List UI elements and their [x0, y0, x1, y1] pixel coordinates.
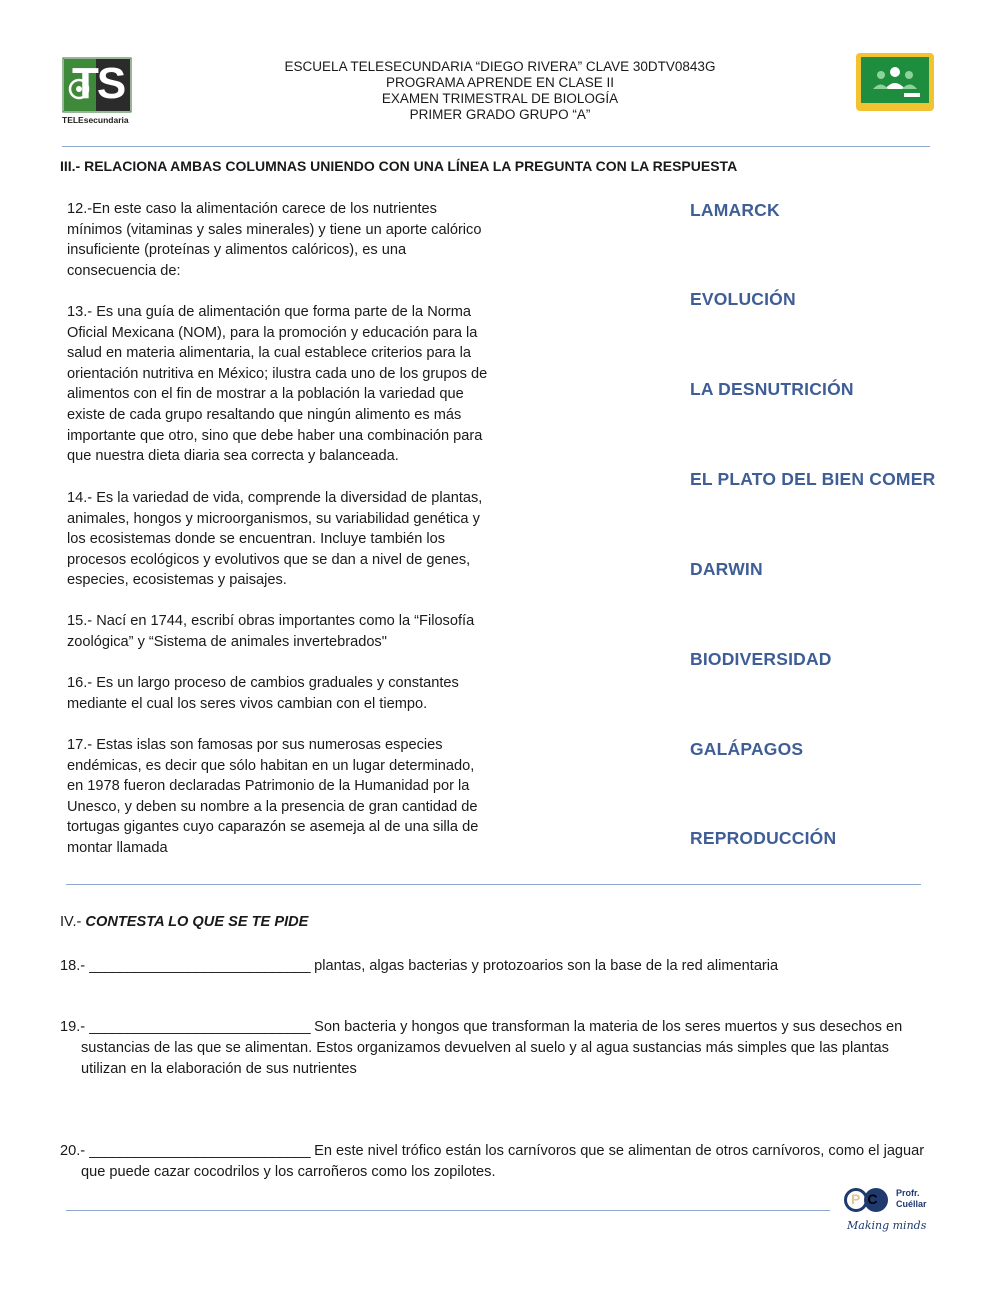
question-19-text: Son bacteria y hongos que transforman la materia de los seres muertos y sus desechos en	[310, 1019, 903, 1035]
profr-cuellar-logo	[844, 1188, 944, 1238]
classroom-logo	[856, 53, 934, 111]
footer-divider	[66, 1210, 830, 1211]
brand-line1: Profr.	[896, 1188, 920, 1198]
answer-desnutricion: LA DESNUTRICIÓN	[690, 379, 854, 399]
question-18-text: plantas, algas bacterias y protozoarios son la base de la red alimentaria	[310, 958, 779, 974]
question-19-continuation: sustancias de las que se alimentan. Estos organizamos devuelven al suelo y al agua sustancias más simples que las plantas utilizan en la elaboración de sus nutrientes	[81, 1040, 889, 1077]
answer-blank-18[interactable]: _____________________________	[89, 958, 311, 974]
question-13: 13.- Es una guía de alimentación que forma parte de la Norma Oficial Mexicana (NOM), para la promoción y educación para la salud en materia alimentaria, la cual establece criterios para la orientación nutritiva en México; ilustra cada uno de los grupos de alimentos con el fin de mostrar a la población la variedad que existe de cada grupo resaltando que ningún alimento es más importante que otro, sino que debe haber una combinación para que nuestra dieta diaria sea correcta y balanceada.	[67, 304, 488, 465]
brand-initials: PC	[851, 1191, 885, 1207]
question-18	[60, 956, 960, 977]
brand-tagline: Making minds	[847, 1219, 927, 1232]
brand-line2: Cuéllar	[896, 1199, 927, 1209]
question-17: 17.- Estas islas son famosas por sus numerosas especies endémicas, es decir que sólo habitan en un lugar determinado, en 1978 fueron declaradas Patrimonio de la Humanidad por la Unesco, y deben su nombre a la presencia de gran cantidad de tortugas gigantes cuyo caparazón se asemeja al de una silla de montar llamada	[67, 737, 479, 856]
answer-evolucion: EVOLUCIÓN	[690, 289, 796, 309]
classroom-icon	[856, 53, 934, 111]
answer-reproduccion: REPRODUCCIÓN	[690, 828, 837, 848]
answer-blank-20[interactable]: _____________________________	[89, 1143, 311, 1159]
question-20-continuation: que puede cazar cocodrilos y los carroñeros como los zopilotes.	[81, 1164, 496, 1180]
logo-letters: TS	[72, 59, 125, 108]
exam-title: EXAMEN TRIMESTRAL DE BIOLOGÍA	[381, 91, 619, 106]
answer-plato-bien-comer: EL PLATO DEL BIEN COMER	[690, 469, 936, 489]
question-18-number: 18.-	[60, 958, 90, 974]
telesecundaria-logo	[62, 57, 132, 127]
question-20-text: En este nivel trófico están los carnívoros que se alimentan de otros carnívoros, como el jaguar	[310, 1143, 925, 1159]
answer-blank-19[interactable]: _____________________________	[89, 1019, 311, 1035]
header-divider	[62, 146, 930, 147]
grade-group: PRIMER GRADO GRUPO “A”	[409, 107, 591, 122]
section-divider	[66, 884, 921, 885]
section-4-title	[60, 914, 308, 930]
question-15: 15.- Nací en 1744, escribí obras importantes como la “Filosofía zoológica” y “Sistema de animales invertebrados"	[67, 613, 475, 650]
question-12: 12.-En este caso la alimentación carece de los nutrientes mínimos (vitaminas y sales minerales) y tiene un aporte calórico insuficiente (proteínas y alimentos calóricos), es una consecuencia de:	[67, 201, 482, 279]
section-4-prefix: IV.-	[60, 914, 86, 930]
question-19	[60, 1017, 960, 1038]
section-4-heading: CONTESTA LO QUE SE TE PIDE	[85, 914, 309, 930]
question-19-number: 19.-	[60, 1019, 90, 1035]
answer-biodiversidad: BIODIVERSIDAD	[690, 649, 832, 669]
question-20-number: 20.-	[60, 1143, 90, 1159]
answer-darwin: DARWIN	[690, 559, 763, 579]
answer-lamarck: LAMARCK	[690, 200, 780, 220]
question-14: 14.- Es la variedad de vida, comprende la diversidad de plantas, animales, hongos y microorganismos, su variabilidad genética y los ecosistemas donde se encuentran. Incluye también los procesos ecológicos y evolutivos que se dan a nivel de genes, especies, ecosistemas y paisajes.	[67, 490, 483, 589]
question-20	[60, 1141, 960, 1162]
section-3-title: III.- RELACIONA AMBAS COLUMNAS UNIENDO CON UNA LÍNEA LA PREGUNTA CON LA RESPUESTA	[60, 158, 738, 174]
answer-galapagos: GALÁPAGOS	[690, 739, 804, 759]
logo-caption: TELEsecundaria	[62, 115, 129, 125]
question-16: 16.- Es un largo proceso de cambios graduales y constantes mediante el cual los seres vivos cambian con el tiempo.	[67, 675, 459, 712]
program-name: PROGRAMA APRENDE EN CLASE II	[385, 75, 615, 90]
school-name: ESCUELA TELESECUNDARIA “DIEGO RIVERA” CLAVE 30DTV0843G	[284, 59, 716, 74]
